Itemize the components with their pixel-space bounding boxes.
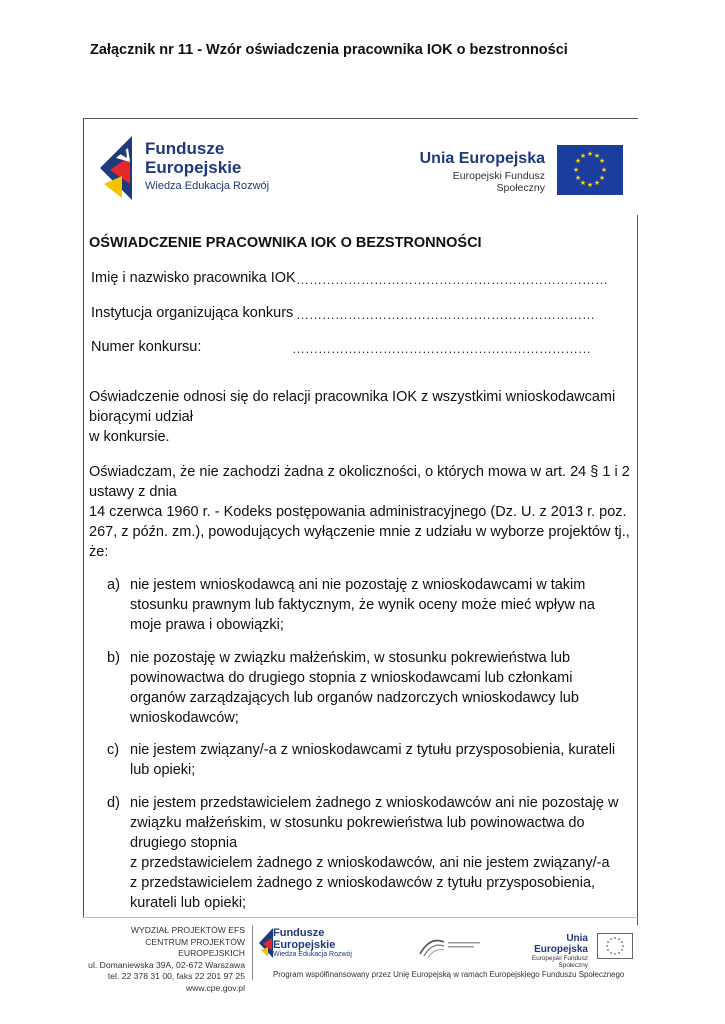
footer-ue-logo-text xyxy=(512,933,588,969)
field-competition-number-label: Numer konkursu: xyxy=(91,339,202,355)
svg-text:★: ★ xyxy=(572,166,580,174)
footer-eu-flag-icon xyxy=(597,933,633,959)
frame-bottom-border xyxy=(83,917,638,918)
list-item-line: kurateli lub opieki; xyxy=(130,895,247,911)
svg-text:★: ★ xyxy=(600,166,608,174)
list-item-line: związku małżeńskim, w stosunku pokrewieństwa lub powinowactwa do xyxy=(130,815,585,831)
paragraph-line: Oświadczam, że nie zachodzi żadna z okoliczności, o których mowa w art. 24 § 1 i 2 xyxy=(89,464,630,480)
footer-address-line: ul. Domaniewska 39A, 02-672 Warszawa xyxy=(88,959,245,970)
paragraph-line: 14 czerwca 1960 r. - Kodeks postępowania administracyjnego (Dz. U. z 2013 r. poz. xyxy=(89,504,627,520)
footer-fe-logo-text xyxy=(273,928,352,958)
list-item-line: wnioskodawców; xyxy=(130,710,239,726)
list-item-line: powinowactwa do drugiego stopnia z wnioskodawcami lub członkami xyxy=(130,670,573,686)
declaration-title: OŚWIADCZENIE PRACOWNIKA IOK O BEZSTRONNOŚCI xyxy=(89,235,482,251)
svg-text:★: ★ xyxy=(579,152,587,160)
field-employee-name-label: Imię i nazwisko pracownika IOK xyxy=(91,270,296,286)
eu-flag-icon xyxy=(557,145,623,195)
footer-separator xyxy=(252,925,253,980)
list-item-line: nie jestem przedstawicielem żadnego z wnioskodawców ani nie pozostaję w xyxy=(130,795,619,811)
paragraph-line: w konkursie. xyxy=(89,429,170,445)
frame-left-border xyxy=(83,118,84,918)
footer-fe-line1: Fundusze xyxy=(273,927,325,939)
list-item-line: moje prawa i obowiązki; xyxy=(130,617,284,633)
field-institution-label: Instytucja organizująca konkurs xyxy=(91,305,294,321)
svg-text:★: ★ xyxy=(598,157,606,165)
footer-website-link[interactable]: www.cpe.gov.pl xyxy=(185,982,245,993)
ue-logo-line2: Europejski Fundusz Społeczny xyxy=(452,170,545,194)
footer-address-line: WYDZIAŁ PROJEKTÓW EFS xyxy=(130,925,245,935)
footer-fe-line2: Europejskie xyxy=(273,938,336,951)
ue-logo-line1: Unia Europejska xyxy=(419,150,545,167)
page-header-title: Załącznik nr 11 - Wzór oświadczenia pracownika IOK o bezstronności xyxy=(90,42,568,58)
footer-ue-line2: Europejski Fundusz Społeczny xyxy=(531,955,588,970)
fundusze-europejskie-text xyxy=(145,140,269,192)
footer-program-note: Program współfinansowany przez Unię Europejską w ramach Europejskiego Funduszu Społecznego xyxy=(273,970,625,979)
paragraph-line: że: xyxy=(89,544,109,560)
list-marker: d) xyxy=(107,795,120,811)
svg-text:★: ★ xyxy=(579,179,587,187)
list-item-line: z przedstawicielem żadnego z wnioskodawców, ani nie jestem związany/-a xyxy=(130,855,610,871)
unia-europejska-text xyxy=(405,150,545,194)
field-competition-number-dots[interactable]: …………………………………………………………… xyxy=(292,341,591,356)
footer-address xyxy=(80,925,245,995)
paragraph-line: biorącymi udział xyxy=(89,409,193,425)
svg-text:★: ★ xyxy=(586,150,594,158)
field-institution-dots[interactable]: …………………………………………………………… xyxy=(296,307,595,322)
list-item-line: organów zarządzających lub organów nadzorczych wnioskodawcy lub xyxy=(130,690,579,706)
list-marker: b) xyxy=(107,650,120,666)
svg-text:★: ★ xyxy=(574,174,582,182)
paragraph-statement xyxy=(89,462,634,562)
list-marker: c) xyxy=(107,742,120,758)
list-marker: a) xyxy=(107,577,120,593)
svg-text:★: ★ xyxy=(598,174,606,182)
list-item-line: stosunku prawnym lub faktycznym, że wynik oceny może mieć wpływ na xyxy=(130,597,595,613)
paragraph-line: ustawy z dnia xyxy=(89,484,177,500)
fe-logo-line2: Europejskie xyxy=(145,157,242,177)
field-employee-name-dots[interactable]: ……………………………………………………………… xyxy=(296,272,608,287)
list-item-line: lub opieki; xyxy=(130,762,196,778)
svg-text:★: ★ xyxy=(593,179,601,187)
frame-top-border xyxy=(83,118,638,119)
list-item-line: drugiego stopnia xyxy=(130,835,238,851)
list-item-line: nie pozostaję w związku małżeńskim, w stosunku pokrewieństwa lub xyxy=(130,650,571,666)
list-item-line: nie jestem wnioskodawcą ani nie pozostaję z wnioskodawcami w takim xyxy=(130,577,586,593)
svg-text:★: ★ xyxy=(574,157,582,165)
list-item-line: z przedstawicielem żadnego z wnioskodawców z tytułu przysposobienia, xyxy=(130,875,596,891)
svg-text:★: ★ xyxy=(593,152,601,160)
frame-right-border xyxy=(637,215,638,925)
footer-address-line: CENTRUM PROJEKTÓW EUROPEJSKICH xyxy=(145,936,245,959)
list-item-line: nie jestem związany/-a z wnioskodawcami z tytułu przysposobienia, kurateli xyxy=(130,742,616,758)
paragraph-line: 267, z późn. zm.), powodujących wyłączenie mnie z udziału w wyborze projektów tj., xyxy=(89,524,630,540)
footer-cpe-logo xyxy=(418,932,483,960)
paragraph-scope xyxy=(89,387,634,447)
footer-fe-logo-icon xyxy=(259,928,273,958)
footer-ue-line1: Unia Europejska xyxy=(534,933,588,955)
footer-address-line: tel. 22 378 31 00, faks 22 201 97 25 xyxy=(107,971,245,982)
fe-logo-line1: Fundusze xyxy=(145,139,225,158)
fe-logo-line3: Wiedza Edukacja Rozwój xyxy=(145,180,270,193)
paragraph-line: Oświadczenie odnosi się do relacji pracownika IOK z wszystkimi wnioskodawcami xyxy=(89,389,616,405)
svg-text:★: ★ xyxy=(586,181,594,189)
footer-fe-line3: Wiedza Edukacja Rozwój xyxy=(273,951,352,959)
